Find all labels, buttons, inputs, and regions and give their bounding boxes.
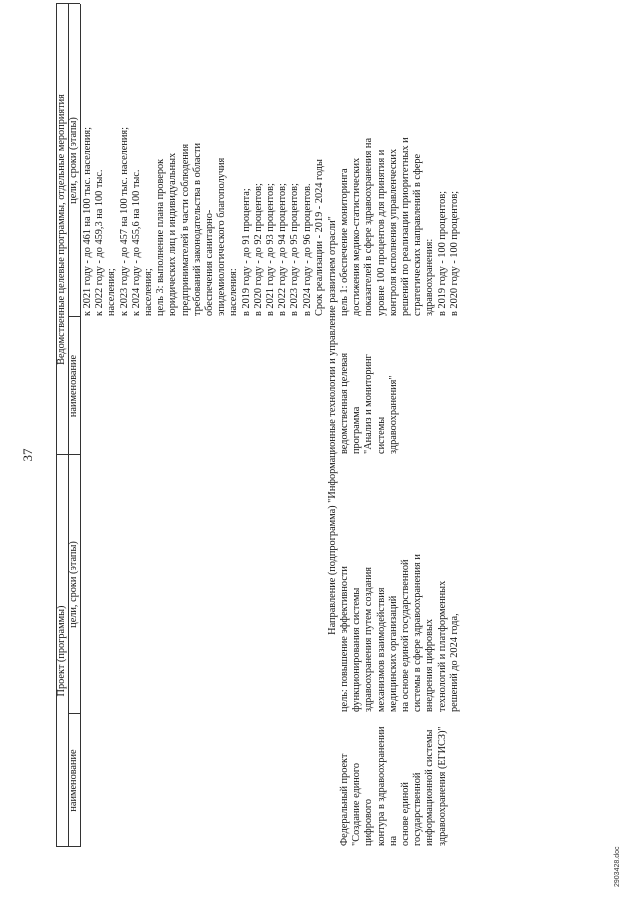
- header-left-group: Проект (программы): [56, 605, 67, 697]
- header-col-goals-right: цели, сроки (этапы): [68, 117, 79, 204]
- page-number: 37: [20, 448, 35, 462]
- header-col-name-right: наименование: [68, 354, 79, 418]
- section-title: Направление (подпрограмма) "Информационные технологии и управление развитием отрасли": [327, 216, 338, 635]
- project-name: Федеральный проект "Создание единого цифрового контура в здравоохранении на основе единой государственной информационной системы здравоохранения (ЕГИСЗ)": [339, 726, 448, 846]
- project-goals: цель: повышение эффективности функционирования системы здравоохранения путем создания механизмов взаимодействия медицинских организаций на основе единой государственной системы в сфере здравоохранения и внедрения цифровых технологий и платформенных решений до 2024 года,: [339, 554, 460, 712]
- continuation-goals-text: к 2021 году - до 461 на 100 тыс. населения; к 2022 году - до 459,3 на 100 тыс. населения; к 2023 году - до 457 на 100 тыс. населения; к 2024 году - до 455,6 на 100 тыс. населения; цель 3: выполнение плана проверок юридических лиц и индивидуальных предпринимателей в части соблюдения требований законодательства в области обеспечения санитарно- эпидемиологического благополучия населения: в 2019 году - до 91 процента; в 2020 году - до 92 процентов; в 2021 году - до 93 процентов; в 2022 году - до 94 процентов; в 2023 году - до 95 процентов; в 2024 году - до 96 процентов. Срок реализации - 2019 - 2024 годы: [82, 127, 325, 316]
- header-col-name: наименование: [68, 749, 79, 812]
- header-col-goals: цели, сроки (этапы): [68, 541, 79, 628]
- footer-filename: 2903428.doc: [614, 846, 621, 887]
- program-goals: цель 1: обеспечение мониторинга достижения медико-статистических показателей в сфере здравоохранения на уровне 100 процентов для принятия и контроля исполнения управленческих решений по реализации приоритетных и стратегических направлений в сфере здравоохранения: в 2019 году - 100 процентов; в 2020 году - 100 процентов;: [339, 137, 460, 316]
- program-name: ведомственная целевая программа "Анализ и мониторинг системы здравоохранения": [339, 352, 399, 454]
- header-right-group: Ведомственные целевые программы, отдельные мероприятия: [56, 94, 67, 365]
